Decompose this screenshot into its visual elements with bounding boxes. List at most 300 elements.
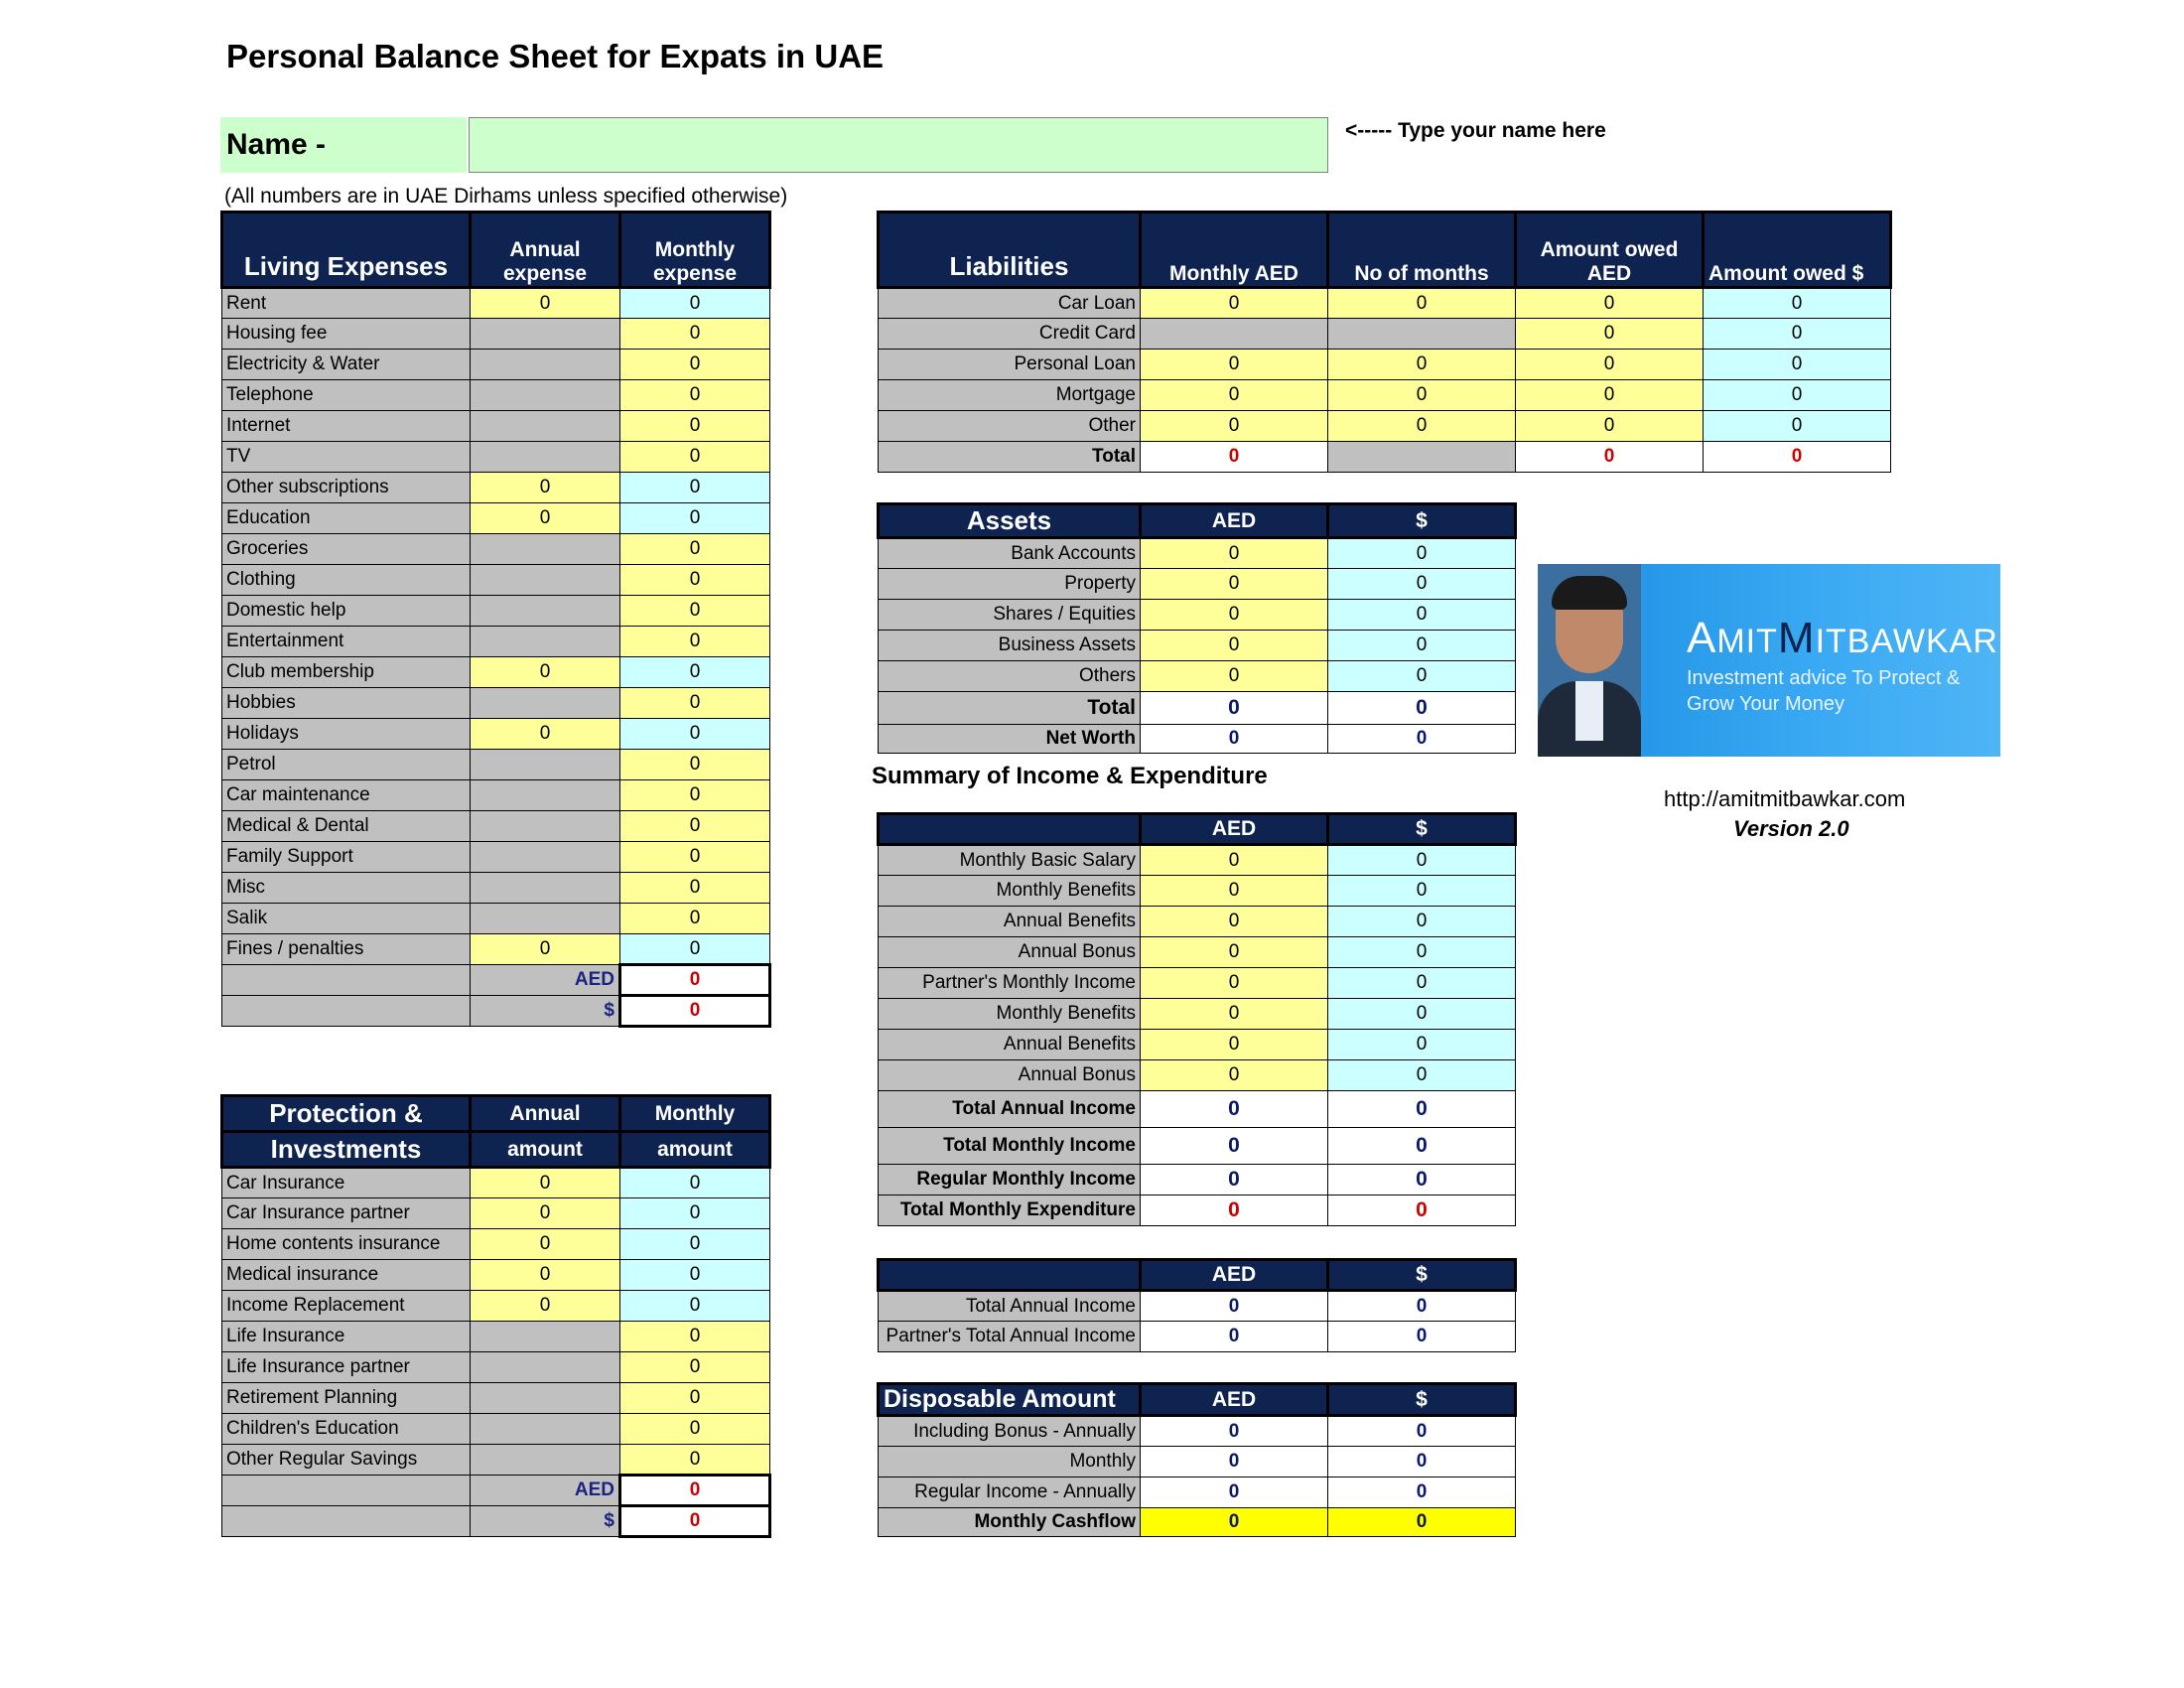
monthly-cashflow-aed: 0 [1141,1508,1328,1537]
summary-total-aed: 0 [1141,1165,1328,1196]
protection-item-monthly: 0 [620,1168,770,1198]
liabilities-total-monthly: 0 [1141,442,1328,473]
living-expense-annual [471,380,620,411]
summary-total-row [879,1091,1516,1128]
summary-total-aed: 0 [1141,1091,1328,1128]
income-label: Annual Benefits [879,1030,1141,1060]
living-expense-label: Domestic help [222,596,471,627]
protection-item-annual [471,1445,620,1476]
living-expense-row [222,873,770,904]
living-expense-monthly[interactable]: 0 [620,688,770,719]
annual-income-table [877,1258,1517,1352]
living-expense-monthly[interactable]: 0 [620,780,770,811]
protection-item-annual[interactable]: 0 [471,1291,620,1322]
living-expense-label: Hobbies [222,688,471,719]
income-aed[interactable]: 0 [1141,999,1328,1030]
liability-owed-usd: 0 [1704,350,1891,380]
summary-total-usd: 0 [1328,1165,1516,1196]
living-expense-monthly: 0 [620,473,770,503]
asset-row [879,631,1516,661]
living-expense-label: Internet [222,411,471,442]
living-total-usd-label: $ [471,996,620,1027]
summary-title: Summary of Income & Expenditure [872,763,1268,789]
disposable-usd: 0 [1328,1416,1516,1447]
disposable-row [879,1477,1516,1508]
living-expense-annual [471,811,620,842]
protection-item-monthly: 0 [620,1291,770,1322]
liability-months[interactable]: 0 [1328,350,1516,380]
income-aed[interactable]: 0 [1141,907,1328,937]
living-expense-label: Holidays [222,719,471,750]
page-title: Personal Balance Sheet for Expats in UAE [226,38,885,74]
liabilities-total-owed-usd: 0 [1704,442,1891,473]
living-expense-annual [471,688,620,719]
disposable-usd-header: $ [1328,1384,1516,1416]
liability-row [879,350,1891,380]
net-worth-label: Net Worth [879,725,1141,754]
summary-total-usd: 0 [1328,1196,1516,1226]
liability-row [879,288,1891,319]
asset-usd: 0 [1328,569,1516,600]
income-label: Monthly Basic Salary [879,845,1141,876]
protection-item-monthly[interactable]: 0 [620,1352,770,1383]
summary-total-row [879,1196,1516,1226]
living-expense-row [222,596,770,627]
living-expense-label: Other subscriptions [222,473,471,503]
protection-item-annual[interactable]: 0 [471,1260,620,1291]
income-label: Monthly Benefits [879,876,1141,907]
asset-aed[interactable]: 0 [1141,661,1328,692]
protection-item-annual [471,1414,620,1445]
income-aed[interactable]: 0 [1141,937,1328,968]
living-expense-row [222,934,770,965]
liability-owed-aed[interactable]: 0 [1516,319,1704,350]
living-expense-label: Car maintenance [222,780,471,811]
income-usd: 0 [1328,1030,1516,1060]
annual-expense-header: Annual expense [471,212,620,288]
net-worth-aed: 0 [1141,725,1328,754]
protection-item-row [222,1229,770,1260]
liability-row [879,411,1891,442]
liability-owed-usd: 0 [1704,319,1891,350]
living-expense-monthly[interactable]: 0 [620,319,770,350]
living-expense-annual [471,350,620,380]
living-expense-row [222,627,770,657]
asset-label: Bank Accounts [879,538,1141,569]
living-expense-label: Electricity & Water [222,350,471,380]
income-row [879,876,1516,907]
protection-item-monthly[interactable]: 0 [620,1383,770,1414]
living-expense-label: Club membership [222,657,471,688]
monthly-cashflow-label: Monthly Cashflow [879,1508,1141,1537]
protection-item-row [222,1291,770,1322]
annual-income-aed: 0 [1141,1322,1328,1352]
summary-total-label: Regular Monthly Income [879,1165,1141,1196]
liability-monthly-aed[interactable]: 0 [1141,350,1328,380]
protection-investments-table [220,1094,771,1538]
asset-aed[interactable]: 0 [1141,538,1328,569]
living-expense-row [222,442,770,473]
living-expense-annual [471,411,620,442]
living-expense-label: Misc [222,873,471,904]
living-expense-row [222,380,770,411]
assets-usd-header: $ [1328,504,1516,538]
living-total-usd: 0 [620,996,770,1027]
living-expense-row [222,411,770,442]
living-expense-annual[interactable]: 0 [471,657,620,688]
living-expense-row [222,688,770,719]
living-expenses-header: Living Expenses [222,212,471,288]
liabilities-header: Liabilities [879,212,1141,288]
annual-income-row [879,1291,1516,1322]
disposable-row [879,1447,1516,1477]
living-expense-monthly: 0 [620,503,770,534]
living-expense-annual [471,780,620,811]
disposable-usd: 0 [1328,1477,1516,1508]
living-expense-label: Telephone [222,380,471,411]
asset-usd: 0 [1328,600,1516,631]
living-expense-annual [471,842,620,873]
income-usd: 0 [1328,999,1516,1030]
living-expense-label: Clothing [222,565,471,596]
income-row [879,907,1516,937]
protection-item-label: Car Insurance [222,1168,471,1198]
annual-income-row [879,1322,1516,1352]
protection-item-row [222,1414,770,1445]
living-expense-monthly[interactable]: 0 [620,750,770,780]
liability-monthly-aed[interactable]: 0 [1141,380,1328,411]
protection-total-aed-label: AED [471,1476,620,1506]
annual-usd-header: $ [1328,1260,1516,1291]
asset-aed[interactable]: 0 [1141,600,1328,631]
protection-item-row [222,1352,770,1383]
protection-item-row [222,1322,770,1352]
liability-row [879,380,1891,411]
liability-owed-usd: 0 [1704,380,1891,411]
currency-note: (All numbers are in UAE Dirhams unless specified otherwise) [224,185,788,208]
living-expense-row [222,288,770,319]
living-expense-label: Fines / penalties [222,934,471,965]
monthly-amount-header-line1: Monthly [620,1096,770,1132]
living-expense-monthly: 0 [620,288,770,319]
living-expense-row [222,319,770,350]
living-expense-label: Education [222,503,471,534]
liability-owed-aed[interactable]: 0 [1516,380,1704,411]
liabilities-table [877,211,1892,473]
protection-item-row [222,1198,770,1229]
protection-item-annual[interactable]: 0 [471,1168,620,1198]
living-expense-row [222,503,770,534]
living-expense-annual[interactable]: 0 [471,288,620,319]
income-aed[interactable]: 0 [1141,845,1328,876]
summary-aed-header: AED [1141,814,1328,845]
monthly-cashflow-usd: 0 [1328,1508,1516,1537]
asset-aed[interactable]: 0 [1141,631,1328,661]
asset-row [879,600,1516,631]
protection-item-label: Income Replacement [222,1291,471,1322]
protection-item-monthly: 0 [620,1260,770,1291]
income-label: Monthly Benefits [879,999,1141,1030]
assets-total-usd: 0 [1328,692,1516,725]
living-expense-annual [471,534,620,565]
living-expense-annual[interactable]: 0 [471,473,620,503]
liability-months[interactable]: 0 [1328,288,1516,319]
monthly-expense-header: Monthly expense [620,212,770,288]
income-row [879,1030,1516,1060]
disposable-amount-table [877,1382,1517,1537]
disposable-row [879,1416,1516,1447]
liabilities-total-owed-aed: 0 [1516,442,1704,473]
summary-total-label: Total Annual Income [879,1091,1141,1128]
living-expense-annual [471,596,620,627]
annual-income-usd: 0 [1328,1322,1516,1352]
income-summary-table [877,812,1517,1226]
income-usd: 0 [1328,1060,1516,1091]
living-expenses-table [220,211,771,1028]
name-hint: <----- Type your name here [1345,119,1606,142]
liability-owed-usd: 0 [1704,411,1891,442]
summary-usd-header: $ [1328,814,1516,845]
living-expense-row [222,657,770,688]
annual-income-label: Partner's Total Annual Income [879,1322,1141,1352]
protection-item-row [222,1168,770,1198]
disposable-aed: 0 [1141,1416,1328,1447]
protection-item-label: Life Insurance [222,1322,471,1352]
protection-item-monthly: 0 [620,1229,770,1260]
living-expense-row [222,750,770,780]
liability-monthly-aed[interactable]: 0 [1141,411,1328,442]
living-expense-annual [471,319,620,350]
protection-item-label: Car Insurance partner [222,1198,471,1229]
living-expense-monthly: 0 [620,657,770,688]
income-usd: 0 [1328,968,1516,999]
annual-income-aed: 0 [1141,1291,1328,1322]
name-input[interactable] [469,117,1328,173]
income-row [879,999,1516,1030]
living-expense-row [222,534,770,565]
living-expense-annual [471,873,620,904]
liability-label: Credit Card [879,319,1141,350]
summary-total-label: Total Monthly Income [879,1128,1141,1165]
liabilities-total-label: Total [879,442,1141,473]
protection-header-line1: Protection & [222,1096,471,1132]
living-expense-row [222,350,770,380]
protection-item-monthly[interactable]: 0 [620,1445,770,1476]
living-expense-label: TV [222,442,471,473]
asset-label: Shares / Equities [879,600,1141,631]
assets-header: Assets [879,504,1141,538]
living-expense-label: Housing fee [222,319,471,350]
income-aed[interactable]: 0 [1141,1030,1328,1060]
living-expense-annual [471,904,620,934]
living-expense-annual[interactable]: 0 [471,503,620,534]
name-label: Name - [220,117,467,173]
living-expense-row [222,473,770,503]
liability-owed-aed[interactable]: 0 [1516,350,1704,380]
living-expense-row [222,904,770,934]
disposable-label: Monthly [879,1447,1141,1477]
asset-row [879,538,1516,569]
income-label: Annual Bonus [879,1060,1141,1091]
summary-total-row [879,1165,1516,1196]
income-row [879,968,1516,999]
living-expense-monthly[interactable]: 0 [620,411,770,442]
brand-logo: AMITMITBAWKAR [1687,614,1998,662]
living-expense-row [222,719,770,750]
annual-income-usd: 0 [1328,1291,1516,1322]
living-expense-monthly[interactable]: 0 [620,596,770,627]
summary-total-usd: 0 [1328,1091,1516,1128]
liability-monthly-aed [1141,319,1328,350]
income-usd: 0 [1328,876,1516,907]
protection-item-row [222,1445,770,1476]
disposable-usd: 0 [1328,1447,1516,1477]
liability-owed-aed[interactable]: 0 [1516,411,1704,442]
website-link[interactable]: http://amitmitbawkar.com [1664,786,1906,811]
amount-owed-aed-header: Amount owed AED [1516,212,1704,288]
protection-item-annual [471,1322,620,1352]
income-label: Annual Bonus [879,937,1141,968]
living-total-aed: 0 [620,965,770,996]
annual-income-label: Total Annual Income [879,1291,1141,1322]
liability-months [1328,319,1516,350]
liability-label: Car Loan [879,288,1141,319]
protection-total-usd: 0 [620,1506,770,1537]
asset-label: Property [879,569,1141,600]
income-aed[interactable]: 0 [1141,876,1328,907]
living-expense-monthly[interactable]: 0 [620,873,770,904]
income-label: Annual Benefits [879,907,1141,937]
brand-tagline: Investment advice To Protect & Grow Your Money [1687,667,1961,715]
summary-total-aed: 0 [1141,1128,1328,1165]
living-expense-monthly[interactable]: 0 [620,842,770,873]
disposable-header: Disposable Amount [879,1384,1141,1416]
protection-item-label: Home contents insurance [222,1229,471,1260]
monthly-amount-header-line2: amount [620,1132,770,1168]
liability-owed-usd: 0 [1704,288,1891,319]
protection-header-line2: Investments [222,1132,471,1168]
income-usd: 0 [1328,937,1516,968]
assets-aed-header: AED [1141,504,1328,538]
amount-owed-usd-header: Amount owed $ [1704,212,1891,288]
liability-months[interactable]: 0 [1328,411,1516,442]
living-expense-annual [471,750,620,780]
asset-label: Business Assets [879,631,1141,661]
living-expense-row [222,565,770,596]
living-expense-monthly[interactable]: 0 [620,350,770,380]
income-label: Partner's Monthly Income [879,968,1141,999]
asset-usd: 0 [1328,538,1516,569]
asset-label: Others [879,661,1141,692]
protection-item-label: Life Insurance partner [222,1352,471,1383]
protection-item-row [222,1260,770,1291]
protection-item-annual [471,1352,620,1383]
disposable-label: Regular Income - Annually [879,1477,1141,1508]
protection-item-label: Retirement Planning [222,1383,471,1414]
disposable-aed: 0 [1141,1447,1328,1477]
liability-row [879,319,1891,350]
asset-usd: 0 [1328,661,1516,692]
income-row [879,1060,1516,1091]
income-row [879,937,1516,968]
assets-table [877,502,1517,754]
summary-total-aed: 0 [1141,1196,1328,1226]
living-total-aed-label: AED [471,965,620,996]
protection-item-annual[interactable]: 0 [471,1198,620,1229]
living-expense-label: Rent [222,288,471,319]
income-aed[interactable]: 0 [1141,968,1328,999]
living-expense-monthly: 0 [620,719,770,750]
living-expense-monthly[interactable]: 0 [620,442,770,473]
liability-owed-aed[interactable]: 0 [1516,288,1704,319]
protection-total-usd-label: $ [471,1506,620,1537]
asset-usd: 0 [1328,631,1516,661]
advisor-photo [1538,564,1641,757]
income-row [879,845,1516,876]
protection-item-monthly[interactable]: 0 [620,1414,770,1445]
liability-monthly-aed[interactable]: 0 [1141,288,1328,319]
living-expense-monthly[interactable]: 0 [620,811,770,842]
assets-total-label: Total [879,692,1141,725]
living-expense-monthly[interactable]: 0 [620,627,770,657]
living-expense-annual [471,565,620,596]
protection-item-label: Other Regular Savings [222,1445,471,1476]
assets-total-aed: 0 [1141,692,1328,725]
advisor-banner[interactable] [1538,564,2000,757]
protection-item-annual [471,1383,620,1414]
liability-label: Personal Loan [879,350,1141,380]
liability-label: Other [879,411,1141,442]
living-expense-label: Entertainment [222,627,471,657]
summary-total-row [879,1128,1516,1165]
liability-months[interactable]: 0 [1328,380,1516,411]
protection-item-label: Children's Education [222,1414,471,1445]
living-expense-monthly[interactable]: 0 [620,565,770,596]
living-expense-annual[interactable]: 0 [471,719,620,750]
asset-aed[interactable]: 0 [1141,569,1328,600]
disposable-label: Including Bonus - Annually [879,1416,1141,1447]
living-expense-annual[interactable]: 0 [471,934,620,965]
living-expense-row [222,811,770,842]
income-usd: 0 [1328,845,1516,876]
living-expense-annual [471,627,620,657]
living-expense-monthly[interactable]: 0 [620,904,770,934]
no-of-months-header: No of months [1328,212,1516,288]
living-expense-label: Family Support [222,842,471,873]
living-expense-monthly[interactable]: 0 [620,380,770,411]
living-expense-monthly[interactable]: 0 [620,534,770,565]
living-expense-row [222,780,770,811]
protection-item-monthly[interactable]: 0 [620,1322,770,1352]
protection-item-annual[interactable]: 0 [471,1229,620,1260]
living-expense-label: Salik [222,904,471,934]
protection-item-row [222,1383,770,1414]
living-expense-label: Groceries [222,534,471,565]
protection-total-aed: 0 [620,1476,770,1506]
net-worth-usd: 0 [1328,725,1516,754]
living-expense-label: Petrol [222,750,471,780]
income-aed[interactable]: 0 [1141,1060,1328,1091]
monthly-aed-header: Monthly AED [1141,212,1328,288]
disposable-aed-header: AED [1141,1384,1328,1416]
living-expense-label: Medical & Dental [222,811,471,842]
asset-row [879,661,1516,692]
liability-label: Mortgage [879,380,1141,411]
living-expense-annual [471,442,620,473]
annual-amount-header-line2: amount [471,1132,620,1168]
summary-total-usd: 0 [1328,1128,1516,1165]
annual-aed-header: AED [1141,1260,1328,1291]
